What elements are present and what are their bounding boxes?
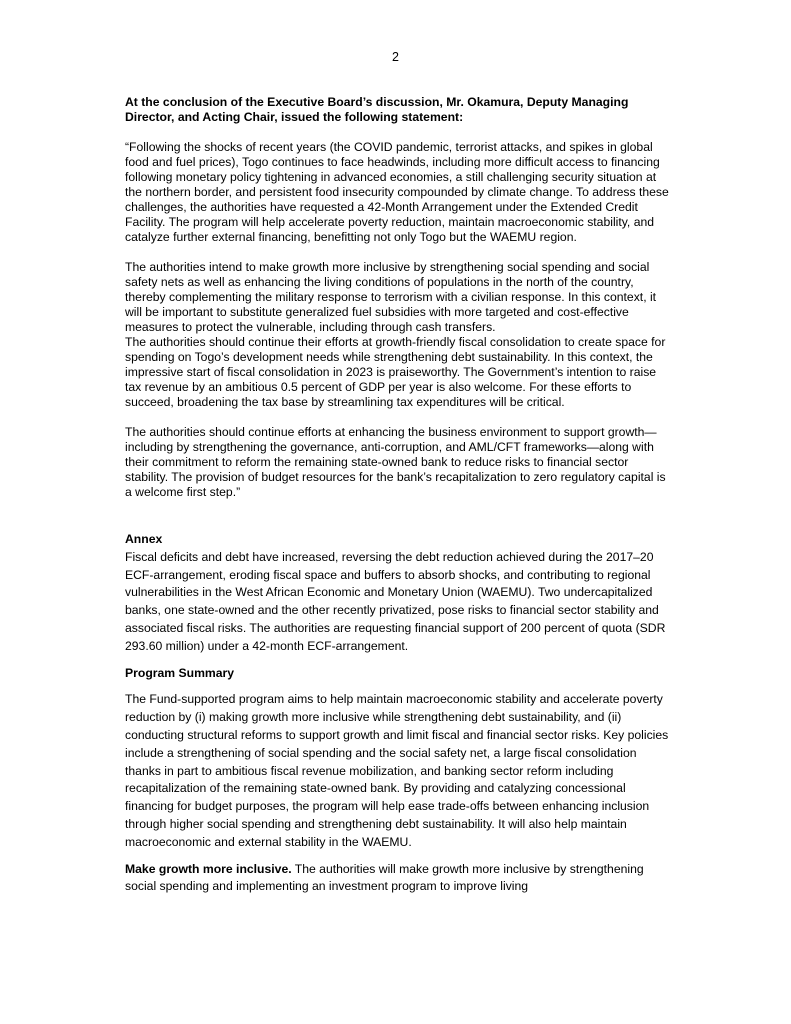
program-summary-title: Program Summary <box>125 665 235 680</box>
page-number: 2 <box>392 50 399 64</box>
inclusive-growth-paragraph <box>125 861 670 897</box>
document-body <box>125 95 670 896</box>
statement-paragraph-1: “Following the shocks of recent years (the COVID pandemic, terrorist attacks, and spikes in global food and fuel prices), Togo continues to face headwinds, including more difficult access to financing following monetary policy tightening in advanced economies, a still challenging security situation at the northern border, and persistent food insecurity compounded by climate change. To address these challenges, the authorities have requested a 42-Month Arrangement under the Extended Credit Facility. The program will help accelerate poverty reduction, maintain macroeconomic stability, and catalyze further external financing, benefitting not only Togo but the WAEMU region. <box>125 140 669 244</box>
annex-title: Annex <box>125 532 163 546</box>
annex-body: Fiscal deficits and debt have increased, reversing the debt reduction achieved during the 2017–20 ECF-arrangement, eroding fiscal space and buffers to absorb shocks, and contributing to regional vulnerabilities in the West African Economic and Monetary Union (WAEMU). Two undercapitalized banks, one state-owned and the other recently privatized, pose risks to financial sector stability and associated fiscal risks. The authorities are requesting financial support of 200 percent of quota (SDR 293.60 million) under a 42-month ECF-arrangement. <box>125 549 666 653</box>
board-intro: At the conclusion of the Executive Board’s discussion, Mr. Okamura, Deputy Managing Director, and Acting Chair, issued the following statement: <box>125 95 629 124</box>
statement-paragraph-2: The authorities intend to make growth more inclusive by strengthening social spending and social safety nets as well as enhancing the living conditions of populations in the north of the country, thereby complementing the military response to terrorism with a civilian response. In this context, it will be important to substitute generalized fuel subsidies with more targeted and cost-effective measures to protect the vulnerable, including through cash transfers. <box>125 260 657 334</box>
inclusive-growth-body: The authorities will make growth more inclusive by strengthening social spending and implementing an investment program to improve living <box>125 861 644 894</box>
statement-paragraph-3: The authorities should continue their efforts at growth-friendly fiscal consolidation to create space for spending on Togo’s development needs while strengthening debt sustainability. In this context, the impressive start of fiscal consolidation in 2023 is praiseworthy. The Government’s intention to raise tax revenue by an ambitious 0.5 percent of GDP per year is also welcome. For these efforts to succeed, broadening the tax base by streamlining tax expenditures will be critical. <box>125 335 666 409</box>
program-summary-body: The Fund-supported program aims to help maintain macroeconomic stability and accelerate poverty reduction by (i) making growth more inclusive while strengthening debt sustainability, and (ii) conducting structural reforms to support growth and limit fiscal and financial sector risks. Key policies include a strengthening of social spending and the social safety net, a large fiscal consolidation thanks in part to ambitious fiscal revenue mobilization, and banking sector reform including recapitalization of the remaining state-owned bank. By providing and catalyzing concessional financing for budget purposes, the program will help ease trade-offs between enhancing inclusion through higher social spending and strengthening debt sustainability. It will also help maintain macroeconomic and external stability in the WAEMU. <box>125 692 669 849</box>
inclusive-growth-lead: Make growth more inclusive. <box>125 861 292 876</box>
statement-paragraph-4: The authorities should continue efforts at enhancing the business environment to support growth—including by strengthening the governance, anti-corruption, and AML/CFT frameworks—along with their commitment to reform the remaining state-owned bank to reduce risks to financial sector stability. The provision of budget resources for the bank’s recapitalization to zero regulatory capital is a welcome first step.” <box>125 425 666 499</box>
